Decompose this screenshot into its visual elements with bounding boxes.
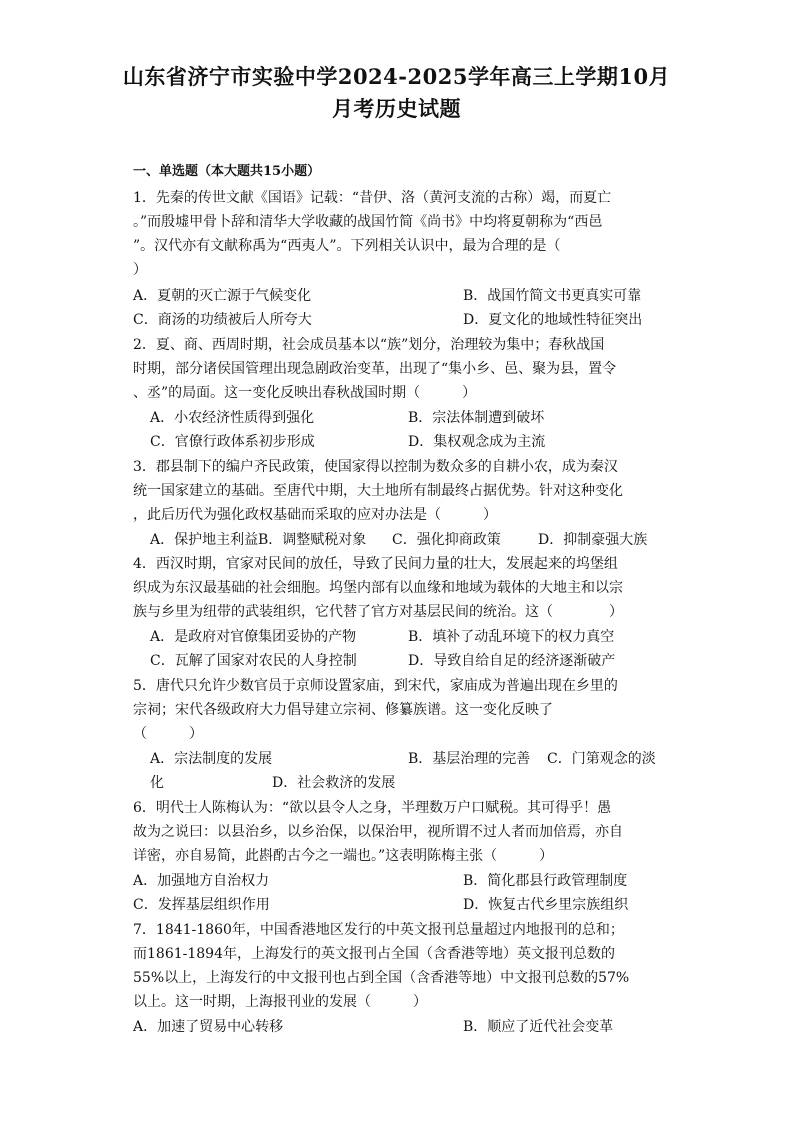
question-3-option-c: C．强化抑商政策: [392, 532, 501, 548]
question-6-line-1: 6．明代士人陈梅认为：“欲以县令人之身，半理数万户口赋税。其可得乎！愚: [133, 800, 612, 816]
document-title-line1: 山东省济宁市实验中学2024-2025学年高三上学期10月: [122, 64, 671, 89]
question-1-option-c: C．商汤的功绩被后人所夸大: [133, 312, 312, 328]
question-7-line-3: 55%以上，上海发行的中文报刊也占到全国（含香港等地）中文报刊总数的57%: [133, 970, 630, 986]
question-3-option-b: B．调整赋税对象: [258, 532, 367, 548]
question-2-line-3: 、丞”的局面。这一变化反映出春秋战国时期（ ）: [133, 385, 477, 401]
question-4-line-2: 织成为东汉最基础的社会细胞。坞堡内部有以血缘和地域为载体的大地主和以宗: [133, 580, 623, 596]
question-7-option-b: B．顺应了近代社会变革: [463, 1019, 614, 1035]
question-4-option-d: D．导致自给自足的经济逐渐破产: [408, 653, 616, 669]
question-3-line-3: ，此后历代为强化政权基础而采取的应对办法是（ ）: [133, 507, 497, 523]
question-6-option-c: C．发挥基层组织作用: [133, 897, 270, 913]
question-1-line-3: ”。汉代亦有文献称禹为“西夷人”。下列相关认识中，最为合理的是（: [133, 238, 561, 254]
question-6-line-3: 详密，亦自易简，此斟酌古今之一端也。”这表明陈梅主张（ ）: [133, 848, 554, 864]
question-4-line-1: 4．西汉时期，官家对民间的放任，导致了民间力量的壮大，发展起来的坞堡组: [133, 556, 618, 572]
question-2-line-2: 时期，部分诸侯国管理出现急剧政治变革，出现了“集小乡、邑、聚为县，置令: [133, 361, 617, 377]
question-2-option-c: C．官僚行政体系初步形成: [150, 434, 315, 450]
question-1-line-1: 1．先秦的传世文献《国语》记载：“昔伊、洛（黄河支流的古称）竭，而夏亡: [133, 190, 612, 206]
question-5-option-c-wrap: 化: [150, 775, 164, 791]
question-7-line-2: 而1861-1894年，上海发行的英文报刊占全国（含香港等地）英文报刊总数的: [133, 946, 615, 962]
question-6-line-2: 故为之说曰：以县治乡，以乡治保，以保治甲，视所谓不过人者而加倍焉，亦自: [133, 824, 623, 840]
question-5-line-1: 5．唐代只允许少数官员于京师设置家庙，到宋代，家庙成为普遍出现在乡里的: [133, 678, 618, 694]
question-4-option-c: C．瓦解了国家对农民的人身控制: [150, 653, 357, 669]
question-5-line-2: 宗祠；宋代各级政府大力倡导建立宗祠、修纂族谱。这一变化反映了: [133, 702, 553, 718]
question-6-option-a: A．加强地方自治权力: [133, 873, 270, 889]
question-1-option-d: D．夏文化的地域性特征突出: [463, 312, 643, 328]
question-3-option-a: A．保护地主利益: [150, 532, 259, 548]
section-header: 一、单选题（本大题共15小题）: [133, 164, 321, 179]
document-title-line2: 月考历史试题: [332, 96, 461, 121]
question-6-option-d: D．恢复古代乡里宗族组织: [463, 897, 629, 913]
question-4-option-a: A．是政府对官僚集团妥协的产物: [150, 629, 357, 645]
question-2-line-1: 2．夏、商、西周时期，社会成员基本以“族”划分，治理较为集中；春秋战国: [133, 337, 605, 353]
question-5-option-b: B．基层治理的完善: [408, 751, 531, 767]
question-1-line-2: 。”而殷墟甲骨卜辞和清华大学收藏的战国竹简《尚书》中均将夏朝称为“西邑: [133, 214, 603, 230]
question-2-option-b: B．宗法体制遭到破坏: [408, 410, 545, 426]
question-1-line-4: ）: [133, 262, 147, 278]
question-3-line-1: 3．郡县制下的编户齐民政策，使国家得以控制为数众多的自耕小农，成为秦汉: [133, 459, 618, 475]
question-5-option-a: A．宗法制度的发展: [150, 751, 273, 767]
question-3-line-2: 统一国家建立的基础。至唐代中期，大土地所有制最终占据优势。针对这种变化: [133, 483, 623, 499]
question-3-option-d: D．抑制豪强大族: [538, 532, 648, 548]
question-5-option-c: C．门第观念的淡: [547, 751, 656, 767]
question-1-option-b: B．战国竹简文书更真实可靠: [463, 288, 642, 304]
question-4-option-b: B．填补了动乱环境下的权力真空: [408, 629, 615, 645]
question-2-option-a: A．小农经济性质得到强化: [150, 410, 315, 426]
question-1-option-a: A．夏朝的灭亡源于气候变化: [133, 288, 312, 304]
question-4-line-3: 族与乡里为纽带的武装组织，它代替了官方对基层民间的统治。这（ ）: [133, 604, 623, 620]
question-6-option-b: B．简化郡县行政管理制度: [463, 873, 628, 889]
question-5-option-d: D．社会救济的发展: [272, 775, 396, 791]
question-7-line-4: 以上。这一时期，上海报刊业的发展（ ）: [133, 994, 427, 1010]
question-7-line-1: 7．1841-1860年，中国香港地区发行的中英文报刊总量超过内地报刊的总和；: [133, 922, 624, 938]
question-5-line-3: （ ）: [133, 726, 203, 742]
question-7-option-a: A．加速了贸易中心转移: [133, 1019, 284, 1035]
question-2-option-d: D．集权观念成为主流: [408, 434, 546, 450]
